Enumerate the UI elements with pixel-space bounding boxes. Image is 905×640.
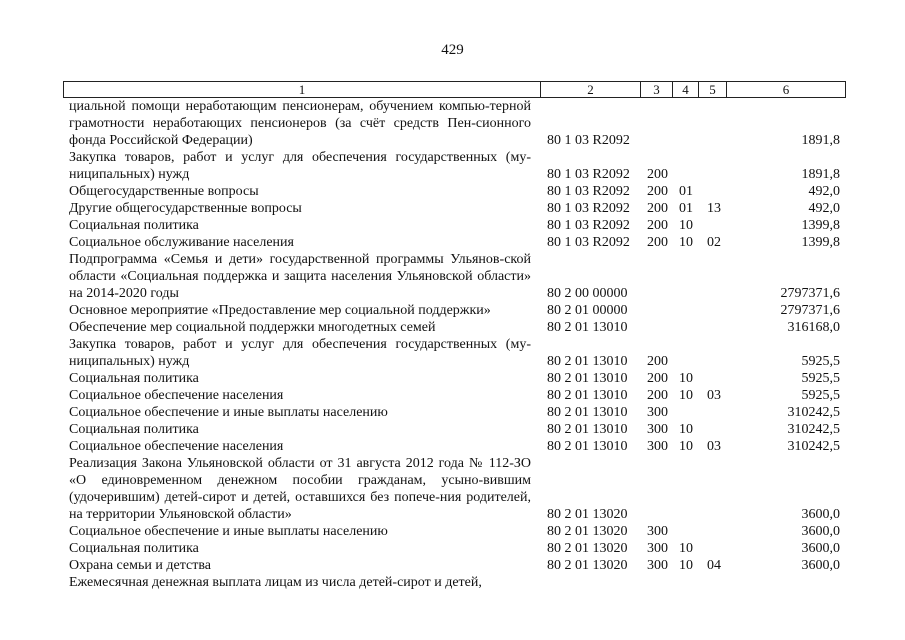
row-description: Обеспечение мер социальной поддержки многодетных семей <box>69 320 436 335</box>
row-description: циальной помощи неработающим пенсионерам, обучением компью-терной грамотности неработающих пенсионеров (за счёт средств Пен-сионного фонда Российской Федерации) <box>69 99 531 148</box>
row-col-4: 10 <box>679 235 693 250</box>
row-col-5: 03 <box>707 388 721 403</box>
row-col-3: 200 <box>647 201 668 216</box>
table-row <box>0 251 905 302</box>
row-col-3: 300 <box>647 405 668 420</box>
table-header <box>63 81 846 98</box>
row-col-4: 10 <box>679 388 693 403</box>
row-col-3: 200 <box>647 354 668 369</box>
row-code: 80 2 01 13010 <box>547 422 628 437</box>
row-code: 80 1 03 R2092 <box>547 218 630 233</box>
page-number: 429 <box>441 42 464 58</box>
row-col-4: 01 <box>679 201 693 216</box>
row-amount: 2797371,6 <box>780 303 840 318</box>
table-row <box>0 421 905 438</box>
header-col-2: 2 <box>540 82 640 97</box>
row-col-4: 01 <box>679 184 693 199</box>
row-amount: 3600,0 <box>801 541 840 556</box>
header-col-3: 3 <box>640 82 672 97</box>
row-amount: 5925,5 <box>801 354 840 369</box>
row-col-4: 10 <box>679 218 693 233</box>
table-row <box>0 455 905 523</box>
row-code: 80 2 01 13010 <box>547 439 628 454</box>
row-amount: 5925,5 <box>801 388 840 403</box>
row-description: Социальная политика <box>69 541 199 556</box>
table-row <box>0 438 905 455</box>
row-description: Социальное обеспечение населения <box>69 439 284 454</box>
row-description: Социальная политика <box>69 422 199 437</box>
table-row <box>0 183 905 200</box>
table-row <box>0 234 905 251</box>
row-code: 80 2 01 13010 <box>547 388 628 403</box>
row-code: 80 2 01 13010 <box>547 371 628 386</box>
row-col-4: 10 <box>679 558 693 573</box>
table-row <box>0 574 905 591</box>
row-description: Социальная политика <box>69 218 199 233</box>
table-row <box>0 302 905 319</box>
row-amount: 3600,0 <box>801 558 840 573</box>
row-description: Общегосударственные вопросы <box>69 184 259 199</box>
row-code: 80 1 03 R2092 <box>547 167 630 182</box>
row-col-5: 13 <box>707 201 721 216</box>
row-col-5: 03 <box>707 439 721 454</box>
table-body <box>0 98 905 591</box>
row-col-3: 300 <box>647 558 668 573</box>
row-code: 80 2 01 13010 <box>547 354 628 369</box>
table-row <box>0 523 905 540</box>
row-amount: 1891,8 <box>801 167 840 182</box>
row-col-3: 200 <box>647 167 668 182</box>
row-code: 80 2 01 13020 <box>547 524 628 539</box>
row-col-5: 02 <box>707 235 721 250</box>
row-amount: 1399,8 <box>801 235 840 250</box>
row-description: Реализация Закона Ульяновской области от 31 августа 2012 года № 112-ЗО «О единовременном денежном пособии гражданам, усыно-вившим (удочерившим) детей-сирот и детей, оставшихся без попече-ния родителей, на территории Ульяновской области» <box>69 456 531 522</box>
row-amount: 310242,5 <box>787 439 840 454</box>
table-row <box>0 98 905 149</box>
row-amount: 310242,5 <box>787 422 840 437</box>
row-description: Подпрограмма «Семья и дети» государственной программы Ульянов-ской области «Социальная поддержка и защита населения Ульяновской области» на 2014-2020 годы <box>69 252 531 301</box>
row-amount: 492,0 <box>808 184 840 199</box>
row-code: 80 2 01 00000 <box>547 303 628 318</box>
row-code: 80 2 01 13020 <box>547 541 628 556</box>
table-row <box>0 540 905 557</box>
row-description: Другие общегосударственные вопросы <box>69 201 302 216</box>
row-amount: 5925,5 <box>801 371 840 386</box>
table-row <box>0 149 905 183</box>
row-description: Социальное обеспечение и иные выплаты населению <box>69 405 388 420</box>
row-col-3: 200 <box>647 388 668 403</box>
table-row <box>0 217 905 234</box>
row-description: Социальное обеспечение и иные выплаты населению <box>69 524 388 539</box>
row-amount: 1891,8 <box>801 133 840 148</box>
row-code: 80 2 01 13010 <box>547 405 628 420</box>
row-col-4: 10 <box>679 371 693 386</box>
row-description: Охрана семьи и детства <box>69 558 211 573</box>
row-code: 80 1 03 R2092 <box>547 184 630 199</box>
row-col-4: 10 <box>679 439 693 454</box>
row-code: 80 1 03 R2092 <box>547 133 630 148</box>
row-description: Социальное обслуживание населения <box>69 235 294 250</box>
row-description: Социальное обеспечение населения <box>69 388 284 403</box>
header-col-4: 4 <box>672 82 698 97</box>
row-col-3: 200 <box>647 218 668 233</box>
table-row <box>0 370 905 387</box>
header-col-6: 6 <box>726 82 845 97</box>
row-amount: 3600,0 <box>801 524 840 539</box>
table-row <box>0 319 905 336</box>
row-description: Ежемесячная денежная выплата лицам из числа детей-сирот и детей, <box>69 575 482 590</box>
row-col-5: 04 <box>707 558 721 573</box>
table-row <box>0 387 905 404</box>
row-code: 80 2 01 13020 <box>547 558 628 573</box>
row-code: 80 2 00 00000 <box>547 286 628 301</box>
table-row <box>0 557 905 574</box>
row-description: Социальная политика <box>69 371 199 386</box>
row-col-3: 300 <box>647 541 668 556</box>
row-col-4: 10 <box>679 422 693 437</box>
row-col-3: 200 <box>647 371 668 386</box>
row-amount: 2797371,6 <box>780 286 840 301</box>
row-col-3: 300 <box>647 422 668 437</box>
row-col-3: 200 <box>647 235 668 250</box>
row-code: 80 2 01 13010 <box>547 320 628 335</box>
row-code: 80 1 03 R2092 <box>547 235 630 250</box>
row-description: Закупка товаров, работ и услуг для обеспечения государственных (му-ниципальных) нужд <box>69 150 531 182</box>
row-code: 80 1 03 R2092 <box>547 201 630 216</box>
table-row <box>0 336 905 370</box>
row-col-3: 200 <box>647 184 668 199</box>
header-col-1: 1 <box>298 82 306 97</box>
row-amount: 3600,0 <box>801 507 840 522</box>
row-code: 80 2 01 13020 <box>547 507 628 522</box>
row-amount: 1399,8 <box>801 218 840 233</box>
table-row <box>0 404 905 421</box>
table-row <box>0 200 905 217</box>
row-amount: 492,0 <box>808 201 840 216</box>
row-amount: 310242,5 <box>787 405 840 420</box>
row-col-3: 300 <box>647 524 668 539</box>
row-description: Закупка товаров, работ и услуг для обеспечения государственных (му-ниципальных) нужд <box>69 337 531 369</box>
row-amount: 316168,0 <box>787 320 840 335</box>
row-col-4: 10 <box>679 541 693 556</box>
header-col-5: 5 <box>698 82 726 97</box>
row-description: Основное мероприятие «Предоставление мер социальной поддержки» <box>69 303 491 318</box>
row-col-3: 300 <box>647 439 668 454</box>
